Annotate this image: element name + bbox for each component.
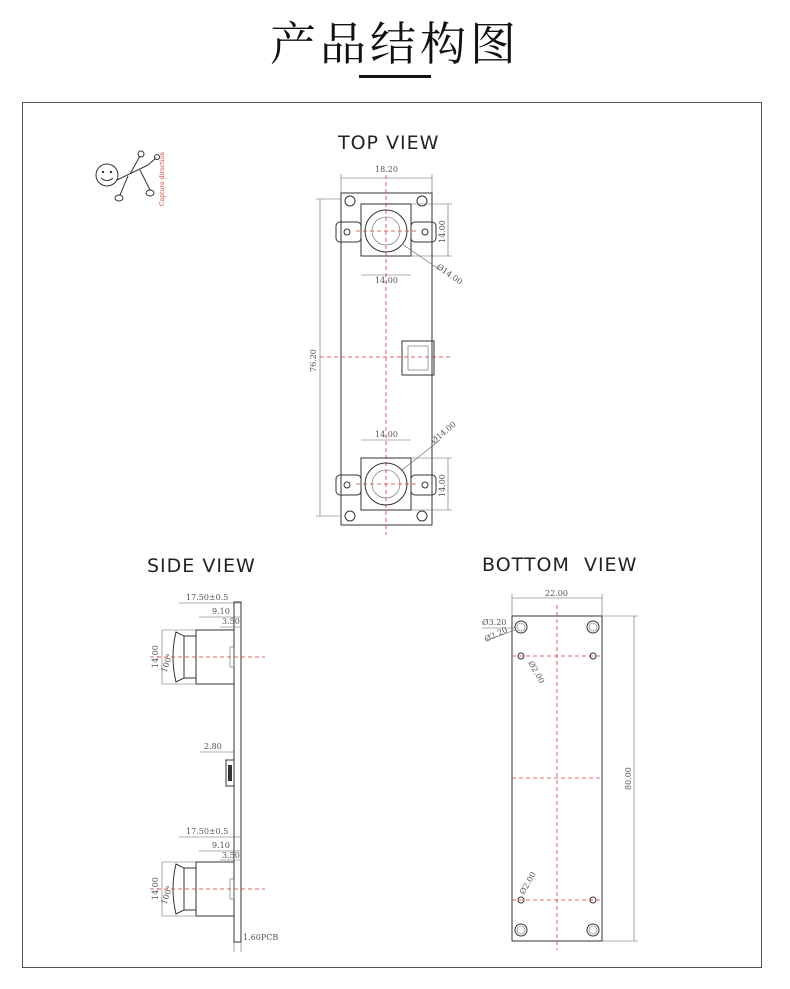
side-height-top-dim: 14.00 [151,645,160,668]
side-pcb-dim: 1.60PCB [243,933,279,942]
side-small-bottom-dim: 3.50 [222,851,240,860]
bottom-lens-diameter-dim: Ø14.00 [429,419,458,446]
side-lens-bottom-dim: 9.10 [212,841,230,850]
top-lens-diameter-dim: Ø14.00 [434,262,465,287]
side-fov-top-dim: 100° [159,652,175,674]
top-view-label: TOP VIEW [338,132,440,154]
bottom-hole-small-top-dim: Ø2.00 [526,659,547,686]
bottom-hole-small-bottom-dim: Ø2.00 [517,870,538,896]
stick-figure-icon [96,151,160,201]
bottom-lens-width-dim: 14.00 [375,430,398,439]
bottom-view-drawing [482,594,638,950]
page-title: 产品结构图 [270,17,520,71]
bottom-hole-big-dim: Ø3.20 [482,618,507,627]
top-width-dim: 18.20 [375,165,398,174]
bottom-hole-mid-dim: Ø2.20 [483,625,509,644]
side-connector-dim: 2.80 [204,742,222,751]
side-view-label: SIDE VIEW [147,555,256,577]
capture-direction-label: Capture direction [159,152,166,206]
bottom-lens-height-dim: 14.00 [438,474,447,497]
side-depth-bottom-dim: 17.50±0.5 [186,827,229,836]
side-height-bottom-dim: 14.00 [151,877,160,900]
top-height-dim: 76.20 [309,349,318,372]
side-lens-top-dim: 9.10 [212,607,230,616]
top-lens-width-dim: 14.00 [375,276,398,285]
side-depth-top-dim: 17.50±0.5 [186,593,229,602]
bottom-height-dim: 80.00 [624,767,633,790]
bottom-view-label: BOTTOM VIEW [482,554,638,576]
side-small-top-dim: 3.50 [222,617,240,626]
side-fov-bottom-dim: 100° [159,884,175,906]
bottom-width-dim: 22.00 [545,589,568,598]
top-view-drawing [316,174,452,535]
top-lens-height-dim: 14.00 [438,220,447,243]
